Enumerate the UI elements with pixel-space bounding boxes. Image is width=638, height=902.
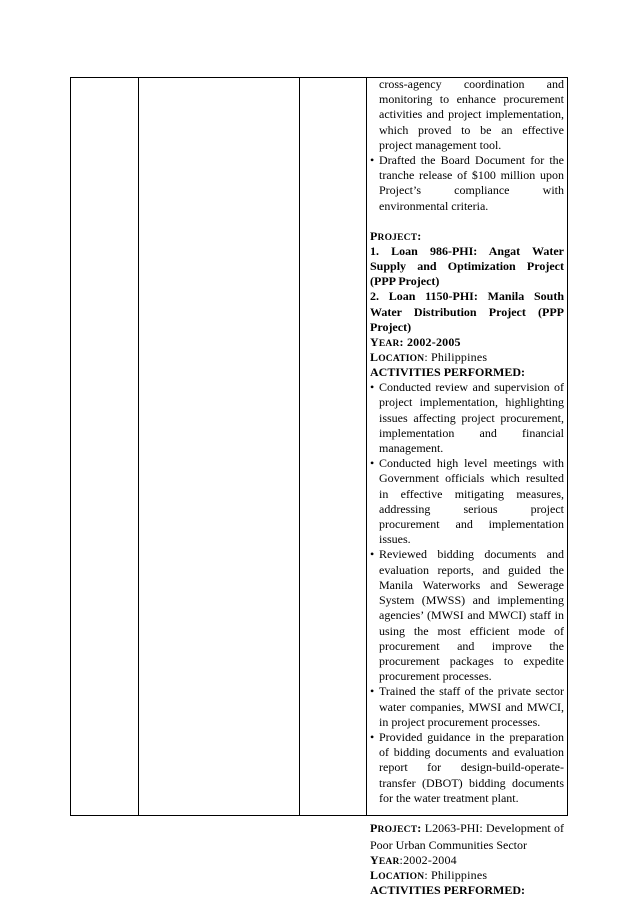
activities-list — [370, 380, 564, 806]
bullet-icon: • — [370, 684, 375, 699]
column-divider — [138, 78, 139, 815]
activity-item: • Conducted high level meetings with Government officials which resulted in effective mitigating measures, addressing serious project procurement and implementation issues. — [370, 456, 564, 547]
activity-item: • Provided guidance in the preparation of bidding documents and evaluation report for design-build-operate-transfer (DBOT) bidding documents for the water treatment plant. — [370, 729, 564, 805]
bullet-icon: • — [370, 729, 375, 744]
bullet-continuation: cross-agency coordination and monitoring to enhance procurement activities and project implementation, which proved to be an effective project management tool. — [379, 77, 564, 152]
year-line-2: YEAR:2002-2004 — [370, 853, 457, 868]
project-title-2: 2. Loan 1150-PHI: Manila South Water Distribution Project (PPP Project) — [370, 289, 564, 334]
activities-heading-2: ACTIVITIES PERFORMED: — [370, 883, 526, 898]
bullet-item: • Drafted the Board Document for the tranche release of $100 million upon Project’s compliance with environmental criteria. — [370, 153, 564, 213]
bullet-icon: • — [370, 547, 375, 562]
activity-item: • Reviewed bidding documents and evaluation reports, and guided the Manila Waterworks and Sewerage System (MWSS) and implementing agencies’ (MWSI and MWCI) staff in using the most efficient mode of procurement and improve the procurement packages to expedite procurement processes. — [370, 547, 564, 684]
year-line: YEAR: 2002-2005 — [370, 335, 461, 350]
continuation-bullets — [370, 153, 564, 214]
column-divider — [299, 78, 300, 815]
experience-table — [70, 77, 568, 898]
project-2-line: PROJECT: L2063-PHI: Development of Poor Urban Communities Sector — [370, 820, 564, 853]
activities-cell — [366, 78, 567, 899]
bullet-icon: • — [370, 153, 375, 168]
project-label: PROJECT: — [370, 228, 422, 243]
activity-item: • Conducted review and supervision of project implementation, highlighting issues affecting project procurement, implementation and financial management. — [370, 380, 564, 456]
project-title-1: 1. Loan 986-PHI: Angat Water Supply and Optimization Project (PPP Project) — [370, 243, 564, 289]
activity-item: • Trained the staff of the private sector water companies, MWSI and MWCI, in project procurement processes. — [370, 684, 564, 729]
location-line: LOCATION: Philippines — [370, 350, 488, 365]
bullet-icon: • — [370, 456, 375, 471]
location-line-2: LOCATION: Philippines — [370, 868, 488, 883]
bullet-icon: • — [370, 380, 375, 395]
activities-heading: ACTIVITIES PERFORMED: — [370, 365, 526, 380]
